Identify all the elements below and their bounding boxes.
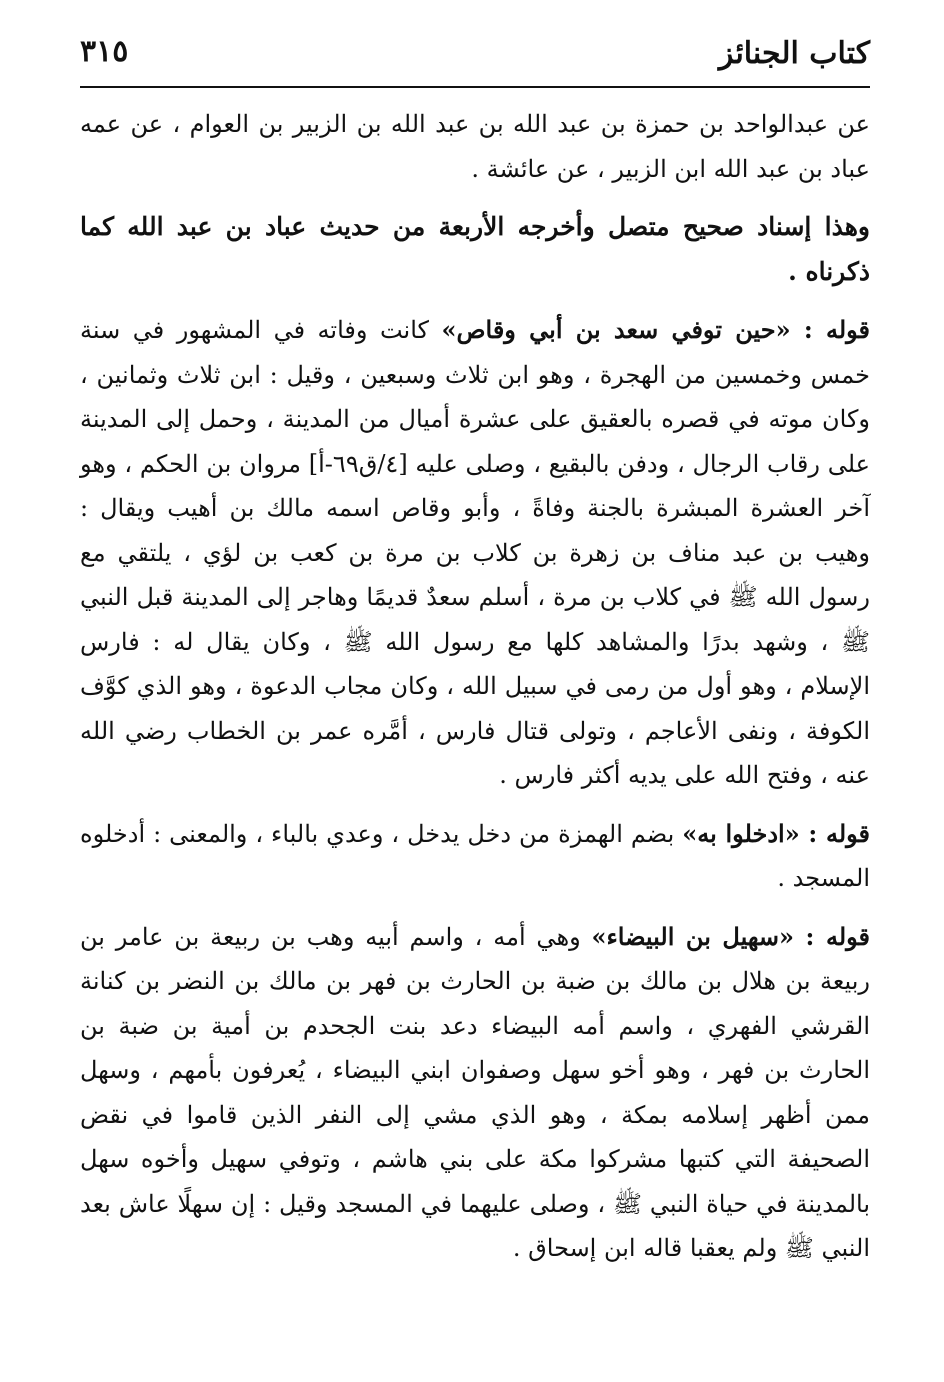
quoted-phrase: «ادخلوا به»	[682, 818, 800, 848]
book-page	[80, 30, 870, 1285]
paragraph-text: كانت وفاته في المشهور في سنة خمس وخمسين من الهجرة ، وهو ابن ثلاث وسبعين ، وقيل : ابن ثلاث وثمانين ، وكان موته في قصره بالعقيق على عشرة أميال من المدينة ، وحمل إلى المدينة على رقاب الرجال ، ودفن بالبقيع ، وصلى عليه [٤/ق٦٩-أ] مروان بن الحكم ، وهو آخر العشرة المبشرة بالجنة وفاةً ، وأبو وقاص اسمه مالك بن أهيب ويقال : وهيب بن عبد مناف بن زهرة بن كلاب بن مرة بن كعب بن لؤي ، يلتقي مع رسول الله ﷺ في كلاب بن مرة ، أسلم سعدٌ قديمًا وهاجر إلى المدينة قبل النبي ﷺ ، وشهد بدرًا والمشاهد كلها مع رسول الله ﷺ ، وكان يقال له : فارس الإسلام ، وهو أول من رمى في سبيل الله ، وكان مجاب الدعوة ، وهو الذي كوَّف الكوفة ، ونفى الأعاجم ، وتولى قتال فارس ، أمَّره عمر بن الخطاب رضي الله عنه ، وفتح الله على يديه أكثر فارس .	[80, 316, 871, 789]
paragraph-text: بضم الهمزة من دخل يدخل ، وعدي بالباء ، والمعنى : أدخلوه المسجد .	[80, 819, 870, 892]
paragraph-isnad	[80, 102, 870, 191]
paragraph-suhail	[80, 915, 870, 1271]
paragraph-text: وهذا إسناد صحيح متصل وأخرجه الأربعة من حديث عباد بن عبد الله كما ذكرناه .	[80, 212, 870, 286]
page-header	[80, 30, 870, 88]
paragraph-lead: قوله :	[799, 818, 871, 848]
paragraph-lead: قوله :	[794, 921, 871, 951]
page-body	[80, 102, 870, 1271]
running-title: كتاب الجنائز	[718, 36, 870, 71]
paragraph-isnad-grading	[80, 205, 870, 294]
quoted-phrase: «سهيل بن البيضاء»	[591, 921, 795, 951]
paragraph-lead: قوله :	[790, 315, 871, 344]
quoted-phrase: «حين توفي سعد بن أبي وقاص»	[441, 315, 791, 344]
paragraph-saad	[80, 308, 870, 798]
paragraph-udkhulu	[80, 812, 870, 901]
paragraph-text: وهي أمه ، واسم أبيه وهب بن ربيعة بن عامر بن ربيعة بن هلال بن مالك بن ضبة بن الحارث بن فهر بن مالك بن النضر بن كنانة القرشي الفهري ، واسم أمه البيضاء دعد بنت الجحدم بن أمية بن ضبة بن الحارث بن فهر ، وهو أخو سهل وصفوان ابني البيضاء ، يُعرفون بأمهم ، وسهل ممن أظهر إسلامه بمكة ، وهو الذي مشي إلى النفر الذين قاموا في نقض الصحيفة التي كتبها مشركوا مكة على بني هاشم ، وتوفي سهيل وأخوه سهل بالمدينة في حياة النبي ﷺ ، وصلى عليهما في المسجد وقيل : إن سهلًا عاش بعد النبي ﷺ ولم يعقبا قاله ابن إسحاق .	[80, 922, 870, 1262]
paragraph-text: عن عبدالواحد بن حمزة بن عبد الله بن عبد الله بن الزبير بن العوام ، عن عمه عباد بن عبد الله ابن الزبير ، عن عائشة .	[80, 110, 870, 183]
page-number: ٣١٥	[80, 34, 129, 69]
